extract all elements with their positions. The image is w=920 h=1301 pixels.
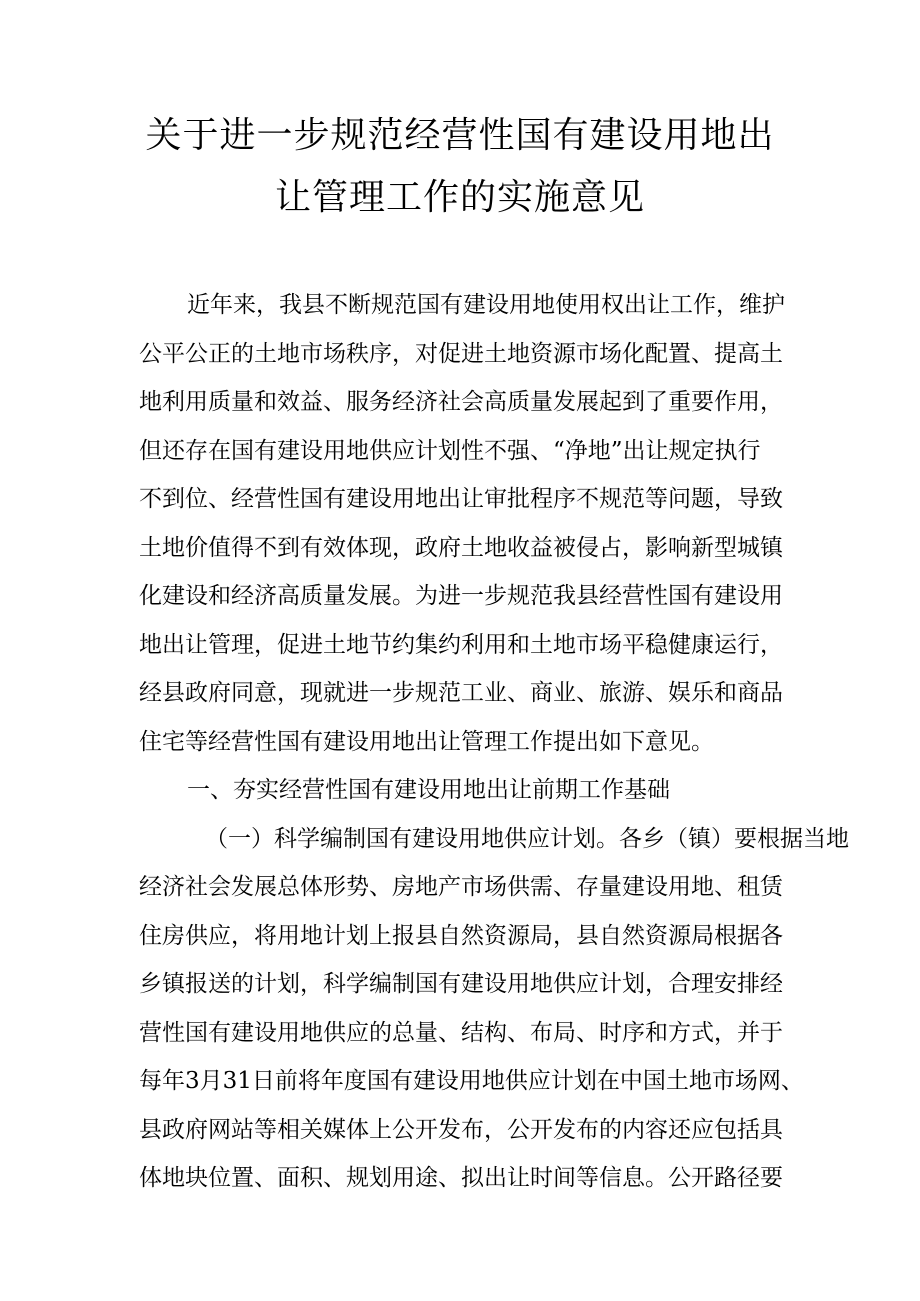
paragraph-1-line: 土地价值得不到有效体现，政府土地收益被侵占，影响新型城镇 — [139, 534, 783, 561]
paragraph-2-line: 经济社会发展总体形势、房地产市场供需、存量建设用地、租赁 — [139, 874, 783, 900]
paragraph-2-line: 营性国有建设用地供应的总量、结构、布局、时序和方式，并于 — [139, 1019, 783, 1046]
paragraph-1-line: 但还存在国有建设用地供应计划性不强、“净地”出让规定执行 — [139, 437, 761, 464]
paragraph-2-line: （一）科学编制国有建设用地供应计划。各乡（镇）要根据当地 — [205, 825, 849, 852]
document-title-line-1: 关于进一步规范经营性国有建设用地出 — [145, 115, 775, 156]
paragraph-1-line: 经县政府同意，现就进一步规范工业、商业、旅游、娱乐和商品 — [139, 680, 783, 706]
paragraph-1-line: 公平公正的土地市场秩序，对促进土地资源市场化配置、提高土 — [139, 340, 783, 367]
paragraph-1-line: 化建设和经济高质量发展。为进一步规范我县经营性国有建设用 — [139, 583, 783, 609]
paragraph-1-line: 地出让管理，促进土地节约集约利用和土地市场平稳健康运行， — [139, 631, 783, 658]
paragraph-1-line: 住宅等经营性国有建设用地出让管理工作提出如下意见。 — [139, 728, 714, 755]
paragraph-1-line: 不到位、经营性国有建设用地出让审批程序不规范等问题，导致 — [139, 486, 783, 512]
paragraph-2-line: 体地块位置、面积、规划用途、拟出让时间等信息。公开路径要 — [139, 1165, 783, 1191]
paragraph-2-line: 乡镇报送的计划，科学编制国有建设用地供应计划，合理安排经 — [139, 971, 783, 997]
paragraph-1-line: 地利用质量和效益、服务经济社会高质量发展起到了重要作用， — [139, 389, 783, 415]
body-text — [139, 281, 849, 1203]
section-1-heading: 一、夯实经营性国有建设用地出让前期工作基础 — [187, 777, 670, 803]
paragraph-2-line: 住房供应，将用地计划上报县自然资源局，县自然资源局根据各 — [139, 922, 783, 949]
document-title-line-2: 让管理工作的实施意见 — [274, 177, 645, 218]
paragraph-2-line: 每年3月31日前将年度国有建设用地供应计划在中国土地市场网、 — [139, 1068, 804, 1094]
paragraph-1-line: 近年来，我县不断规范国有建设用地使用权出让工作，维护 — [187, 292, 785, 318]
paragraph-2-line: 县政府网站等相关媒体上公开发布，公开发布的内容还应包括具 — [139, 1116, 783, 1143]
